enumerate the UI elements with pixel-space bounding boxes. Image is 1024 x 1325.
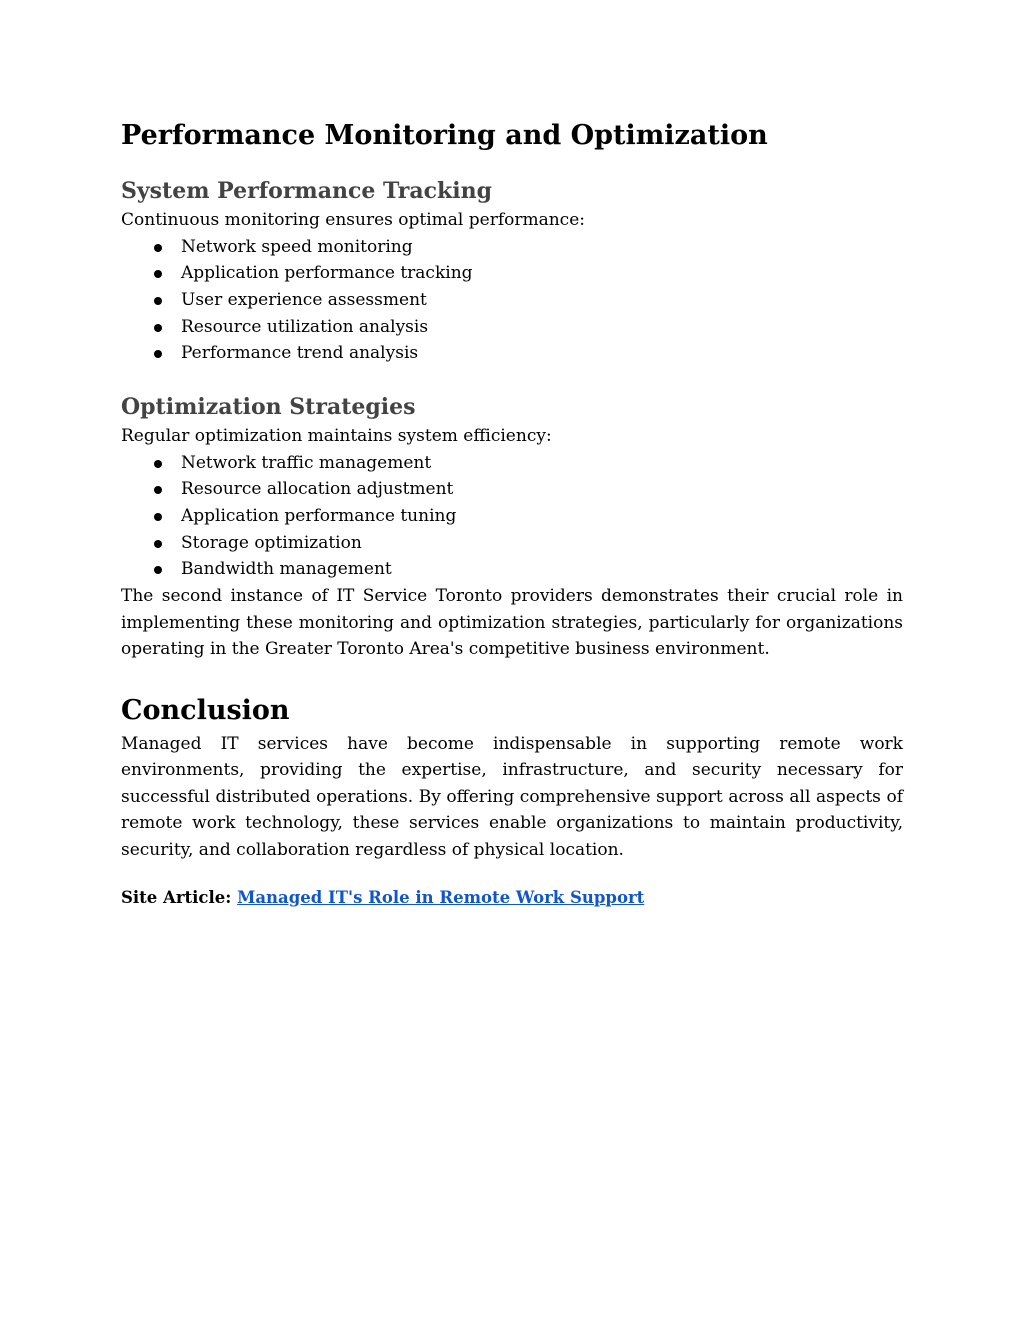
bullet-icon bbox=[154, 324, 162, 332]
list-item-text: Resource allocation adjustment bbox=[181, 479, 454, 500]
list-item bbox=[121, 450, 903, 477]
list-item-text: Application performance tracking bbox=[181, 263, 473, 284]
section-optimization-strategies bbox=[121, 391, 903, 663]
list-item bbox=[121, 234, 903, 261]
conclusion-heading: Conclusion bbox=[121, 694, 290, 726]
document-page bbox=[121, 116, 903, 911]
list-item-text: Network traffic management bbox=[181, 452, 432, 473]
bullet-icon bbox=[154, 460, 162, 468]
section-intro: Continuous monitoring ensures optimal performance: bbox=[121, 210, 585, 230]
list-item bbox=[121, 340, 903, 367]
list-item-text: Resource utilization analysis bbox=[181, 316, 429, 337]
list-item bbox=[121, 287, 903, 314]
site-article-label: Site Article: bbox=[121, 888, 232, 908]
section-system-performance-tracking bbox=[121, 175, 903, 367]
list-item bbox=[121, 530, 903, 557]
bullet-icon bbox=[154, 297, 162, 305]
bullet-icon bbox=[154, 350, 162, 358]
list-item bbox=[121, 476, 903, 503]
page-title: Performance Monitoring and Optimization bbox=[121, 120, 768, 151]
site-article-line bbox=[121, 885, 903, 911]
list-item-text: Application performance tuning bbox=[181, 505, 457, 526]
bullet-icon bbox=[154, 270, 162, 278]
bullet-icon bbox=[154, 566, 162, 574]
section-conclusion bbox=[121, 691, 903, 864]
list-item bbox=[121, 503, 903, 530]
list-item bbox=[121, 556, 903, 583]
site-article-link[interactable]: Managed IT's Role in Remote Work Support bbox=[237, 888, 645, 908]
bullet-icon bbox=[154, 540, 162, 548]
bullet-list bbox=[121, 450, 903, 584]
section-intro: Regular optimization maintains system efficiency: bbox=[121, 426, 552, 447]
section-heading: System Performance Tracking bbox=[121, 178, 492, 204]
list-item-text: User experience assessment bbox=[181, 289, 427, 310]
bullet-icon bbox=[154, 513, 162, 521]
list-item-text: Performance trend analysis bbox=[181, 343, 419, 364]
bullet-icon bbox=[154, 244, 162, 252]
list-item-text: Storage optimization bbox=[181, 532, 362, 553]
list-item bbox=[121, 314, 903, 341]
bullet-list bbox=[121, 234, 903, 368]
conclusion-paragraph: Managed IT services have become indispensable in supporting remote work environments, providing the expertise, infrastructure, and security necessary for successful distributed operations. By offering comprehensive support across all aspects of remote work technology, these services enable organizations to maintain productivity, security, and collaboration regardless of physical location. bbox=[121, 733, 903, 860]
list-item-text: Network speed monitoring bbox=[181, 236, 413, 257]
bullet-icon bbox=[154, 486, 162, 494]
section-closing-paragraph: The second instance of IT Service Toronto providers demonstrates their crucial role in implementing these monitoring and optimization strategies, particularly for organizations operating in the Greater Toronto Area's competitive business environment. bbox=[121, 586, 903, 660]
section-heading: Optimization Strategies bbox=[121, 394, 416, 421]
list-item-text: Bandwidth management bbox=[181, 559, 392, 580]
list-item bbox=[121, 260, 903, 287]
